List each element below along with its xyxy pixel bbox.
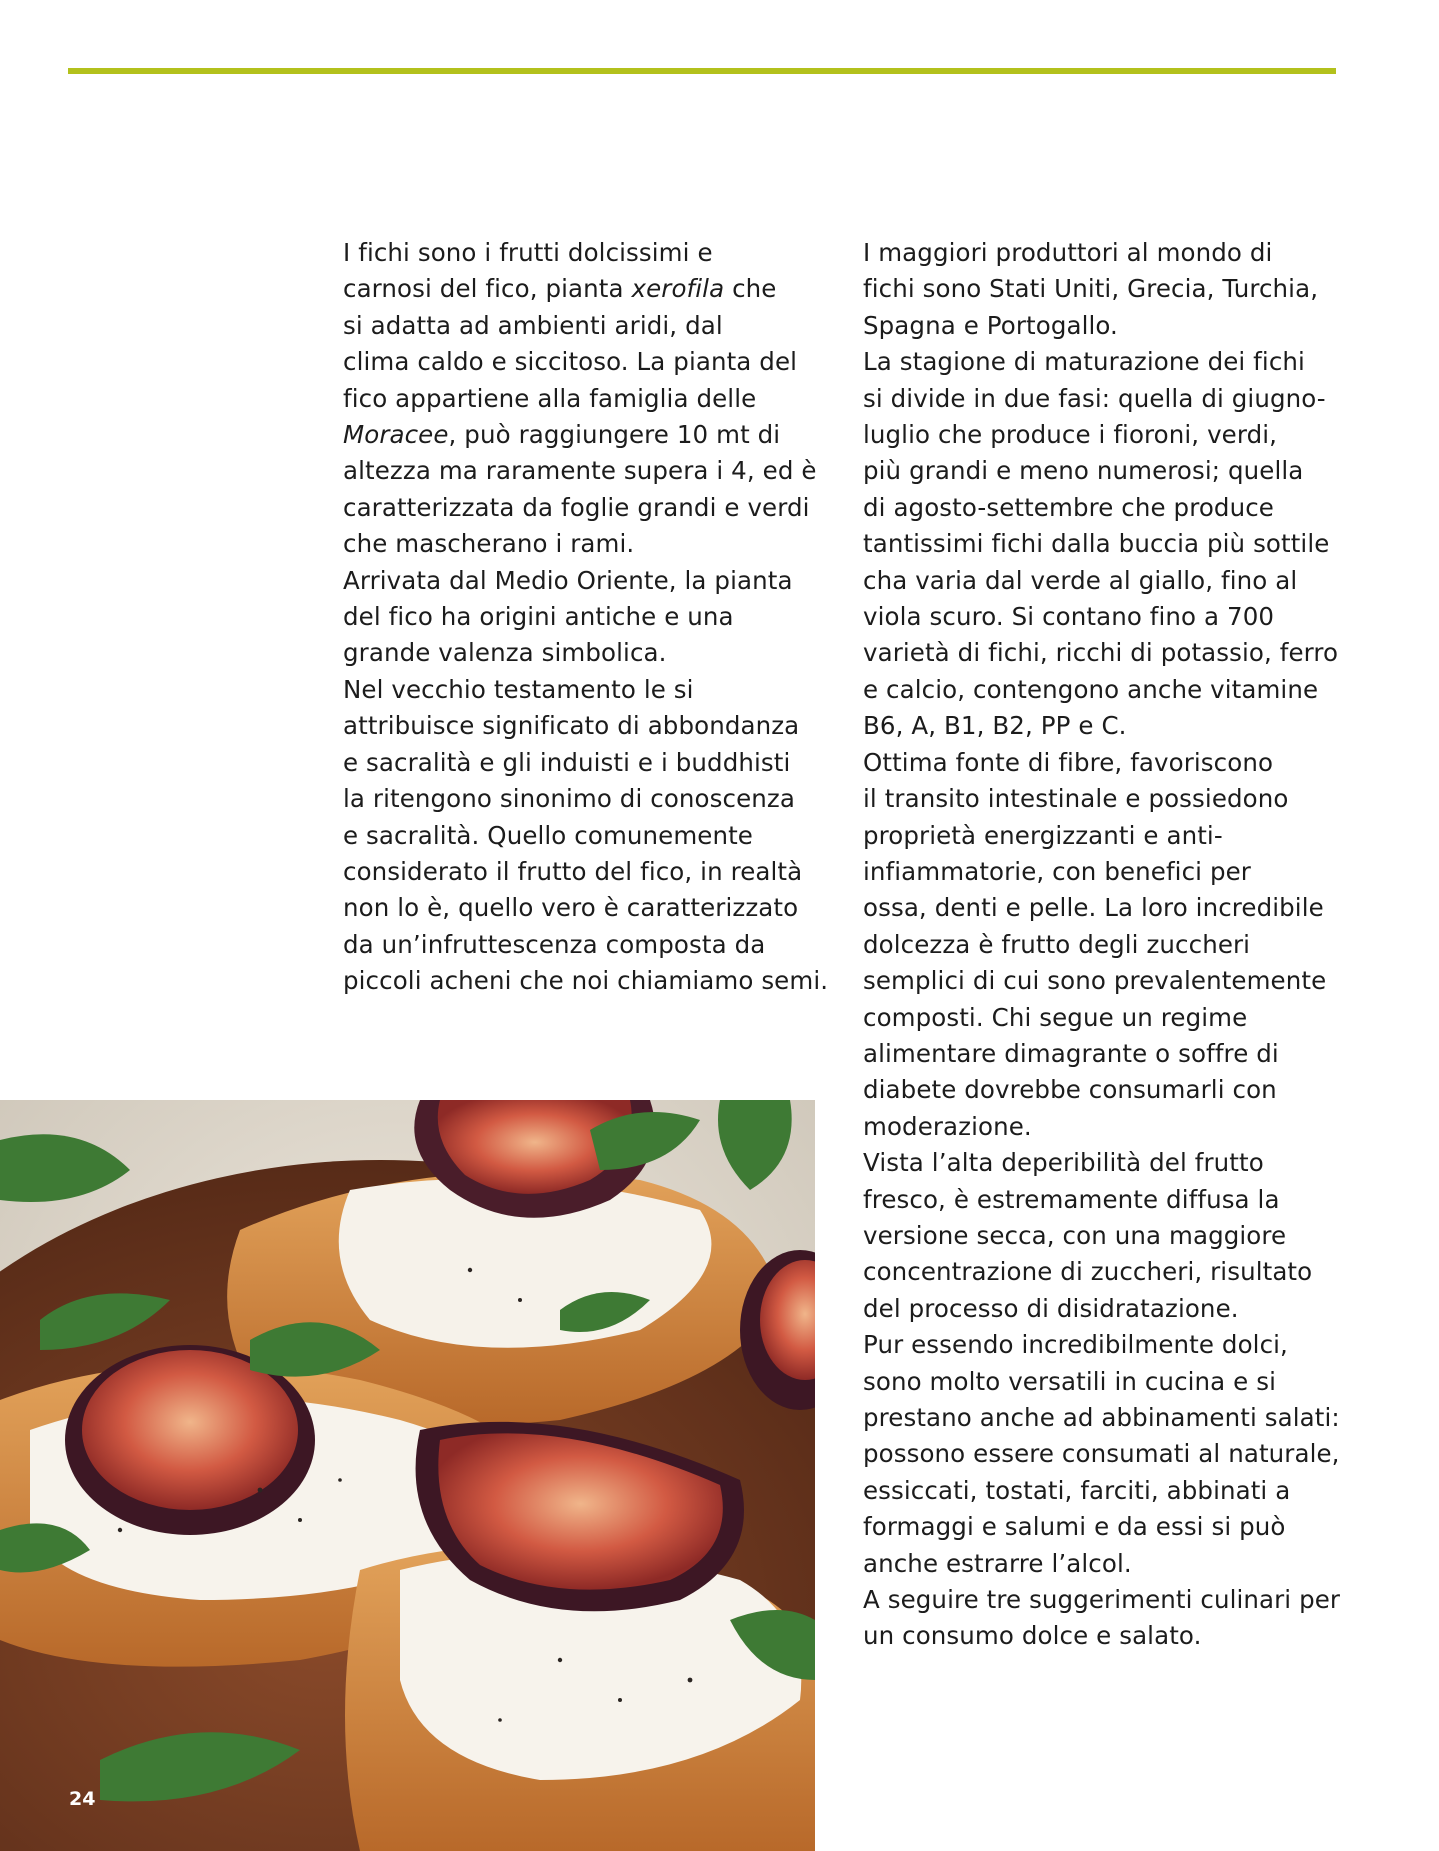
text-line: luglio che produce i fioroni, verdi, <box>863 420 1278 450</box>
text-line: Spagna e Portogallo. <box>863 310 1118 340</box>
text-line: piccoli acheni che noi chiamiamo semi. <box>343 966 829 996</box>
text-line: fresco, è estremamente diffusa la <box>863 1184 1280 1214</box>
text-line: anche estrarre l’alcol. <box>863 1548 1132 1578</box>
top-accent-rule <box>68 68 1336 74</box>
text-line: del processo di disidratazione. <box>863 1293 1239 1323</box>
text-line: versione secca, con una maggiore <box>863 1220 1287 1250</box>
text-line: Pur essendo incredibilmente dolci, <box>863 1330 1288 1360</box>
text-line: un consumo dolce e salato. <box>863 1621 1202 1651</box>
italic-term: Moracee <box>343 420 449 450</box>
text-line: da un’infruttescenza composta da <box>343 929 766 959</box>
text-line: dolcezza è frutto degli zuccheri <box>863 929 1251 959</box>
text-line: Ottima fonte di fibre, favoriscono <box>863 747 1274 777</box>
text-line: concentrazione di zuccheri, risultato <box>863 1257 1313 1287</box>
text-line: di agosto-settembre che produce <box>863 492 1274 522</box>
text-line: non lo è, quello vero è caratterizzato <box>343 893 799 923</box>
text-line: diabete dovrebbe consumarli con <box>863 1075 1277 1105</box>
text-line: si divide in due fasi: quella di giugno- <box>863 383 1326 413</box>
text-line: del fico ha origini antiche e una <box>343 602 734 632</box>
text-line: carnosi del fico, pianta xerofila che <box>343 274 777 304</box>
text-line: composti. Chi segue un regime <box>863 1002 1248 1032</box>
text-line: fico appartiene alla famiglia delle <box>343 383 757 413</box>
text-line: caratterizzata da foglie grandi e verdi <box>343 492 810 522</box>
right-text-column <box>863 235 1363 1655</box>
text-line: proprietà energizzanti e anti- <box>863 820 1223 850</box>
text-line: il transito intestinale e possiedono <box>863 784 1289 814</box>
text-line: Vista l’alta deperibilità del frutto <box>863 1148 1264 1178</box>
text-line: alimentare dimagrante o soffre di <box>863 1038 1279 1068</box>
text-line: e calcio, contengono anche vitamine <box>863 674 1319 704</box>
text-line: considerato il frutto del fico, in realtà <box>343 856 803 886</box>
text-line: che mascherano i rami. <box>343 529 635 559</box>
text-line: viola scuro. Si contano fino a 700 <box>863 602 1275 632</box>
text-line: e sacralità. Quello comunemente <box>343 820 753 850</box>
figs-crostini-photo <box>0 1100 815 1851</box>
text-line: attribuisce significato di abbondanza <box>343 711 800 741</box>
text-line: infiammatorie, con benefici per <box>863 856 1251 886</box>
text-line: più grandi e meno numerosi; quella <box>863 456 1304 486</box>
text-line: e sacralità e gli induisti e i buddhisti <box>343 747 791 777</box>
text-line: cha varia dal verde al giallo, fino al <box>863 565 1298 595</box>
text-line: si adatta ad ambienti aridi, dal <box>343 310 723 340</box>
left-text-column <box>343 235 829 1000</box>
text-line: clima caldo e siccitoso. La pianta del <box>343 347 798 377</box>
text-line: semplici di cui sono prevalentemente <box>863 966 1327 996</box>
text-line: possono essere consumati al naturale, <box>863 1439 1340 1469</box>
text-line: Arrivata dal Medio Oriente, la pianta <box>343 565 793 595</box>
italic-term: xerofila <box>631 274 725 304</box>
text-line: sono molto versatili in cucina e si <box>863 1366 1277 1396</box>
text-line: I fichi sono i frutti dolcissimi e <box>343 238 713 267</box>
text-line: la ritengono sinonimo di conoscenza <box>343 784 795 814</box>
text-line: prestano anche ad abbinamenti salati: <box>863 1403 1340 1432</box>
text-line: I maggiori produttori al mondo di <box>863 238 1273 267</box>
text-line: La stagione di maturazione dei fichi <box>863 347 1305 377</box>
text-line: essiccati, tostati, farciti, abbinati a <box>863 1475 1291 1505</box>
text-line: grande valenza simbolica. <box>343 638 667 668</box>
text-line: fichi sono Stati Uniti, Grecia, Turchia, <box>863 274 1319 304</box>
text-line: ossa, denti e pelle. La loro incredibile <box>863 893 1324 923</box>
page-number: 24 <box>69 1788 96 1810</box>
text-line: A seguire tre suggerimenti culinari per <box>863 1585 1341 1615</box>
text-line: varietà di fichi, ricchi di potassio, ferro <box>863 638 1339 668</box>
text-line: moderazione. <box>863 1111 1032 1141</box>
text-line: formaggi e salumi e da essi si può <box>863 1512 1286 1542</box>
text-line: altezza ma raramente supera i 4, ed è <box>343 456 817 486</box>
text-line: Nel vecchio testamento le si <box>343 674 694 704</box>
text-line: Moracee, può raggiungere 10 mt di <box>343 420 781 450</box>
text-line: B6, A, B1, B2, PP e C. <box>863 711 1127 741</box>
text-line: tantissimi fichi dalla buccia più sottile <box>863 529 1330 559</box>
